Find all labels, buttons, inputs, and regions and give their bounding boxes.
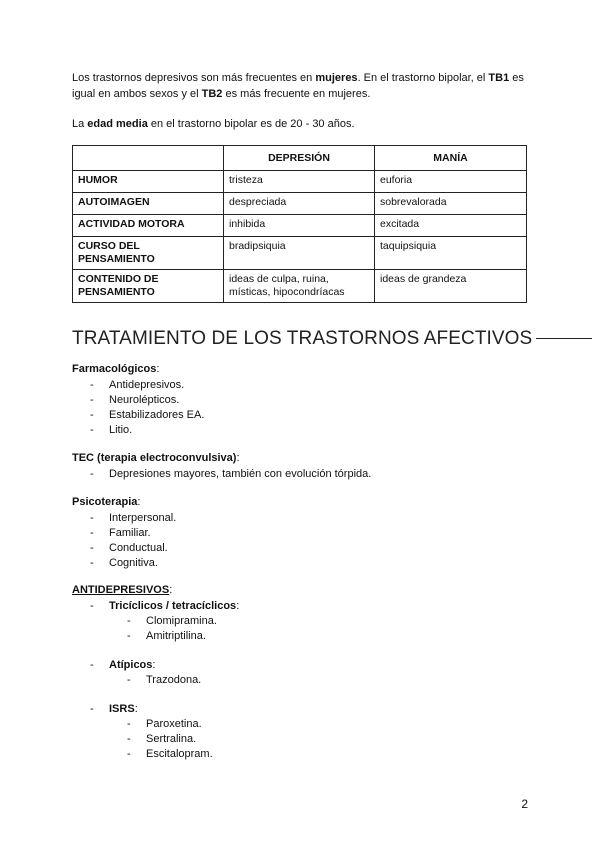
- table-row: [73, 270, 527, 303]
- section-heading: TRATAMIENTO DE LOS TRASTORNOS AFECTIVOS: [72, 328, 592, 350]
- table-row: [73, 171, 527, 193]
- depresion-cell: inhibida: [224, 215, 375, 237]
- table-header-depresion: DEPRESIÓN: [224, 146, 375, 171]
- table-row: [73, 193, 527, 215]
- farmacologicos-title: Farmacológicos:: [72, 363, 160, 375]
- mania-cell: sobrevalorada: [375, 193, 527, 215]
- row-label: CURSO DEL PENSAMIENTO: [73, 237, 224, 270]
- row-label: CONTENIDO DE PENSAMIENTO: [73, 270, 224, 303]
- depresion-cell: despreciada: [224, 193, 375, 215]
- depresion-cell: tristeza: [224, 171, 375, 193]
- table-header-row: [73, 146, 527, 171]
- intro-paragraph-2: La edad media en el trastorno bipolar es de 20 - 30 años.: [72, 118, 355, 130]
- row-label: HUMOR: [73, 171, 224, 193]
- table-row: [73, 237, 527, 270]
- row-label: AUTOIMAGEN: [73, 193, 224, 215]
- depresion-cell: bradipsiquia: [224, 237, 375, 270]
- table-header-mania: MANÍA: [375, 146, 527, 171]
- comparison-table: [72, 145, 527, 303]
- table-row: [73, 215, 527, 237]
- tec-title: TEC (terapia electroconvulsiva):: [72, 452, 240, 464]
- intro-paragraph-1: Los trastornos depresivos son más frecuentes en mujeres. En el trastorno bipolar, el TB1 es igual en ambos sexos y el TB2 es más frecuente en mujeres.: [72, 72, 524, 100]
- row-label: ACTIVIDAD MOTORA: [73, 215, 224, 237]
- mania-cell: ideas de grandeza: [375, 270, 527, 303]
- antidepresivos-title: ANTIDEPRESIVOS:: [72, 584, 173, 596]
- mania-cell: euforia: [375, 171, 527, 193]
- mania-cell: taquipsiquia: [375, 237, 527, 270]
- table-header-empty: [73, 146, 224, 171]
- heading-rule: [536, 338, 592, 339]
- depresion-cell: ideas de culpa, ruina, místicas, hipocondríacas: [224, 270, 375, 303]
- psicoterapia-title: Psicoterapia:: [72, 496, 141, 508]
- mania-cell: excitada: [375, 215, 527, 237]
- page-number: 2: [521, 797, 528, 811]
